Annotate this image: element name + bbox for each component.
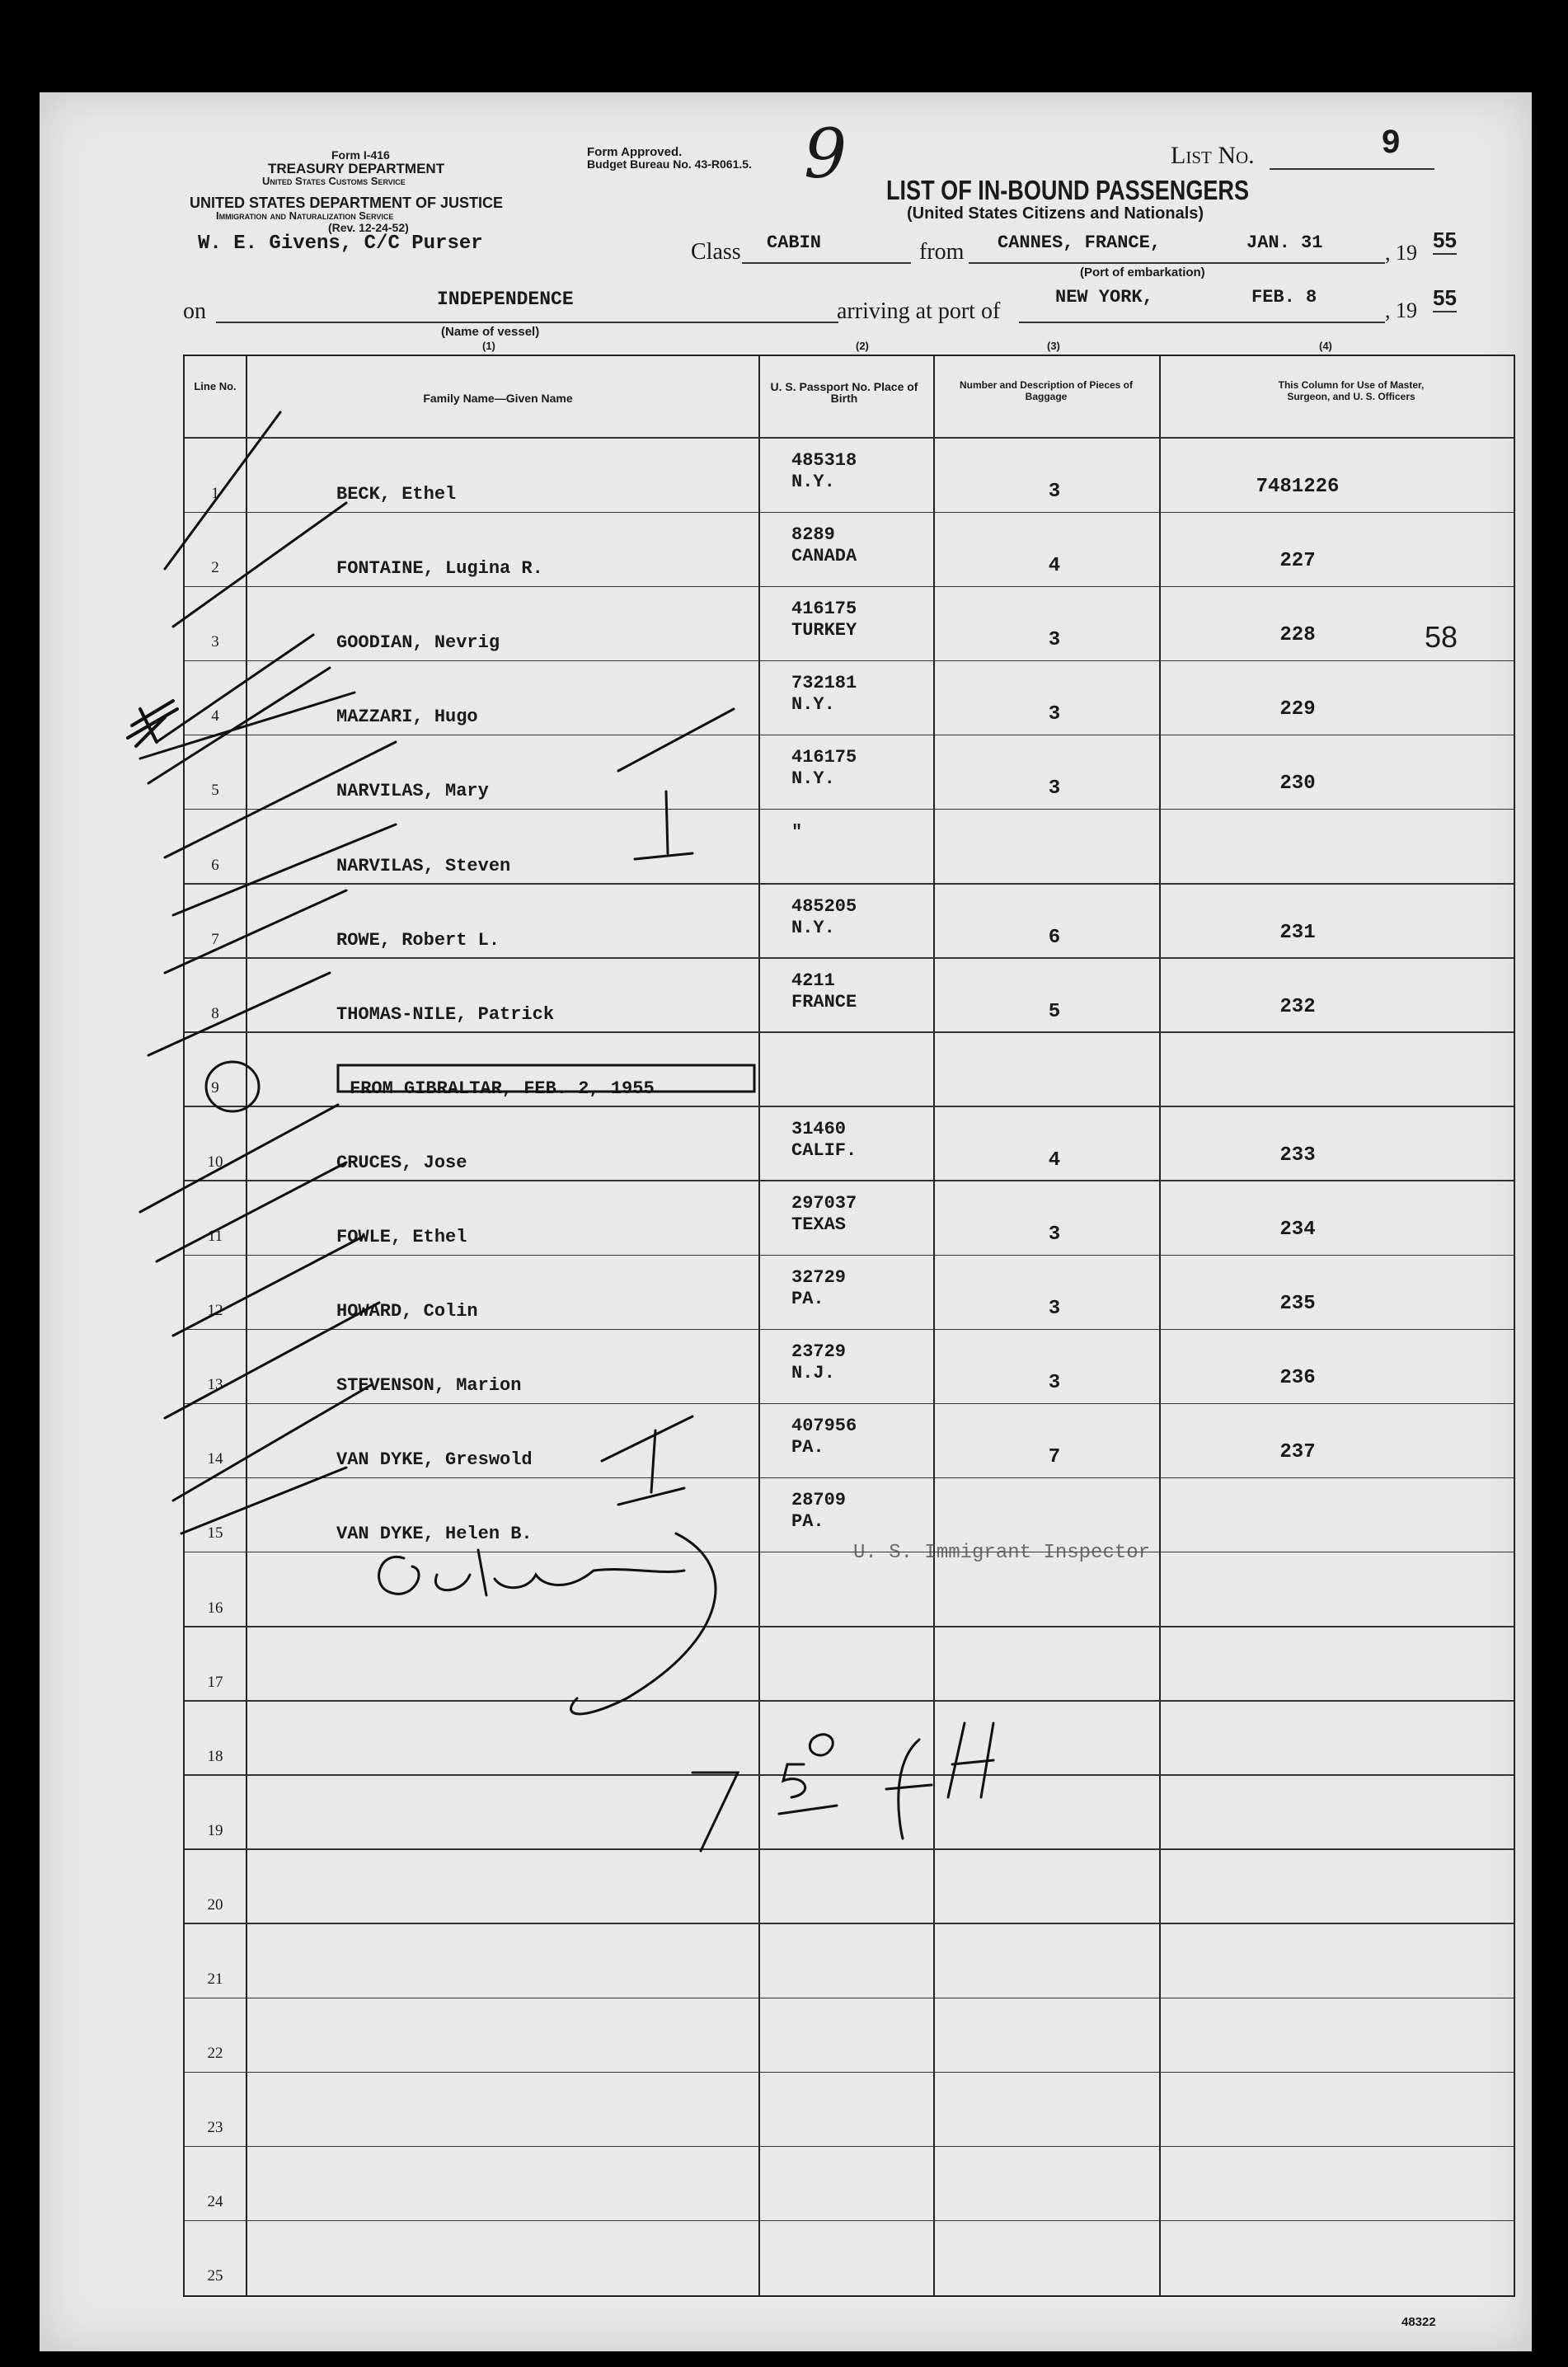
check-stroke <box>165 412 280 569</box>
line-number: 9 <box>211 1078 219 1097</box>
place-of-birth: CALIF. <box>791 1139 857 1161</box>
port-embark-caption: (Port of embarkation) <box>1080 265 1205 279</box>
officer-number: 227 <box>1279 550 1316 573</box>
baggage-count: 4 <box>1048 1148 1061 1172</box>
on-label: on <box>183 298 206 324</box>
gibraltar-note: FROM GIBRALTAR, FEB. 2, 1955 <box>350 1078 655 1099</box>
line-number: 17 <box>207 1673 223 1691</box>
col-header-name: Family Name—Given Name <box>423 392 573 405</box>
passenger-name: NARVILAS, Mary <box>336 781 489 802</box>
col-4-number: (4) <box>1319 340 1332 352</box>
revision: (Rev. 12-24-52) <box>328 221 409 234</box>
arriving-label: arriving at port of <box>837 298 1001 324</box>
passenger-name: FONTAINE, Lugina R. <box>336 558 543 580</box>
passenger-name: BECK, Ethel <box>336 484 457 505</box>
col-header-officers: This Column for Use of Master, Surgeon, and U. S. Officers <box>1278 379 1425 402</box>
passport-number: 32729 <box>791 1267 847 1289</box>
justice-dept: UNITED STATES DEPARTMENT OF JUSTICE <box>190 195 504 211</box>
passenger-name: VAN DYKE, Greswold <box>336 1449 533 1471</box>
officer-number: 228 <box>1279 624 1316 647</box>
baggage-count: 3 <box>1048 1372 1061 1395</box>
passport-number: 8289 <box>791 524 835 546</box>
passenger-name: STEVENSON, Marion <box>336 1375 522 1397</box>
baggage-count: 3 <box>1048 1223 1061 1246</box>
col-1-number: (1) <box>482 340 495 352</box>
year-1: 55 <box>1433 228 1457 255</box>
budget-bureau: Budget Bureau No. 43-R061.5. <box>587 157 752 171</box>
baggage-count: 3 <box>1048 481 1061 503</box>
line-number: 10 <box>207 1153 223 1171</box>
baggage-count: 3 <box>1048 1298 1061 1321</box>
passport-number: 416175 <box>791 747 857 768</box>
place-of-birth: CANADA <box>791 546 857 567</box>
place-of-birth: TEXAS <box>791 1214 847 1235</box>
line-number: 3 <box>211 633 219 651</box>
officer-number: 7481226 <box>1256 476 1340 498</box>
officer-number: 230 <box>1279 773 1316 796</box>
year-prefix-2: , 19 <box>1385 298 1417 322</box>
line-number: 21 <box>207 1970 223 1988</box>
year-2: 55 <box>1433 285 1457 312</box>
list-subtitle: (United States Citizens and Nationals) <box>907 204 1204 223</box>
passport-number: 407956 <box>791 1416 857 1437</box>
footer-number: 48322 <box>1401 2315 1436 2329</box>
officer-number: 237 <box>1279 1441 1316 1464</box>
arrival-port: NEW YORK, <box>1055 287 1153 308</box>
baggage-count: 3 <box>1048 703 1061 726</box>
col-2-number: (2) <box>856 340 869 352</box>
passenger-name: VAN DYKE, Helen B. <box>336 1524 533 1545</box>
line-number: 18 <box>207 1747 223 1765</box>
line-number: 22 <box>207 2045 223 2063</box>
line-number: 12 <box>207 1302 223 1320</box>
line-number: 11 <box>207 1228 223 1245</box>
passport-number: " <box>791 821 803 843</box>
officer-number: 231 <box>1279 921 1316 944</box>
col-header-passport: U. S. Passport No. Place of Birth <box>770 380 918 405</box>
baggage-count: 6 <box>1048 926 1061 949</box>
list-no-label: List No. <box>1171 142 1255 169</box>
class-value: CABIN <box>767 232 822 253</box>
passport-number: 23729 <box>791 1341 847 1363</box>
arrival-date: FEB. 8 <box>1251 287 1317 308</box>
passenger-name: GOODIAN, Nevrig <box>336 632 500 654</box>
officer-number: 235 <box>1279 1293 1316 1316</box>
place-of-birth: PA. <box>791 1511 824 1533</box>
passenger-name: HOWARD, Colin <box>336 1301 478 1322</box>
port-embarkation: CANNES, FRANCE, <box>998 232 1162 253</box>
officer-number: 229 <box>1279 698 1316 721</box>
embarkation-date: JAN. 31 <box>1246 232 1323 253</box>
place-of-birth: N.Y. <box>791 694 835 716</box>
passport-number: 297037 <box>791 1193 857 1214</box>
inspector-stamp: U. S. Immigrant Inspector <box>853 1542 1151 1564</box>
officer-number: 236 <box>1279 1367 1316 1390</box>
list-number: 9 <box>1382 124 1401 160</box>
line-number: 14 <box>207 1450 223 1468</box>
line-number: 7 <box>211 930 219 948</box>
place-of-birth: TURKEY <box>791 620 857 641</box>
line-number: 25 <box>207 2267 223 2285</box>
place-of-birth: N.Y. <box>791 768 835 790</box>
line-number: 13 <box>207 1376 223 1394</box>
place-of-birth: FRANCE <box>791 991 857 1012</box>
baggage-count: 5 <box>1048 1000 1061 1023</box>
handwritten-list-number: 9 <box>804 115 847 194</box>
officer-number: 233 <box>1279 1144 1316 1167</box>
class-label: Class <box>691 239 741 265</box>
baggage-count: 7 <box>1048 1446 1061 1469</box>
officer-number: 232 <box>1279 995 1316 1018</box>
place-of-birth: N.Y. <box>791 472 835 492</box>
officer-number: 234 <box>1279 1219 1316 1241</box>
line-number: 16 <box>207 1599 223 1617</box>
list-title: LIST OF IN-BOUND PASSENGERS <box>886 175 1250 205</box>
col-3-number: (3) <box>1047 340 1060 352</box>
line-number: 23 <box>207 2119 223 2137</box>
purser: W. E. Givens, C/C Purser <box>198 232 483 255</box>
passport-number: 485205 <box>791 895 857 917</box>
form-number: Form I-416 <box>331 148 390 162</box>
col-header-baggage: Number and Description of Pieces of Baggage <box>959 379 1134 402</box>
passenger-name: ROWE, Robert L. <box>336 929 500 951</box>
line-number: 5 <box>211 782 219 800</box>
line-number: 20 <box>207 1895 223 1914</box>
col-header-line: Line No. <box>194 380 237 392</box>
treasury-dept: TREASURY DEPARTMENT <box>268 161 445 176</box>
from-label: from <box>919 239 965 265</box>
place-of-birth: PA. <box>791 1289 824 1310</box>
line-number: 1 <box>211 485 219 502</box>
passport-number: 4211 <box>791 970 835 991</box>
vessel-caption: (Name of vessel) <box>441 325 540 339</box>
line-number: 15 <box>207 1524 223 1543</box>
passport-number: 31460 <box>791 1118 847 1139</box>
passenger-name: CRUCES, Jose <box>336 1152 467 1173</box>
passenger-name: THOMAS-NILE, Patrick <box>336 1003 555 1025</box>
place-of-birth: N.Y. <box>791 917 835 938</box>
passport-number: 416175 <box>791 599 857 620</box>
passport-number: 485318 <box>791 450 857 471</box>
line-number: 24 <box>207 2193 223 2211</box>
form-approved: Form Approved. <box>587 145 683 159</box>
baggage-count: 3 <box>1048 629 1061 652</box>
year-prefix-1: , 19 <box>1385 241 1417 265</box>
line-number: 2 <box>211 559 219 577</box>
line-number: 19 <box>207 1821 223 1839</box>
place-of-birth: N.J. <box>791 1363 835 1384</box>
place-of-birth: PA. <box>791 1437 824 1458</box>
line-number: 8 <box>211 1004 219 1022</box>
passenger-name: MAZZARI, Hugo <box>336 707 478 728</box>
vessel-name: INDEPENDENCE <box>437 289 574 310</box>
line-number: 4 <box>211 707 219 726</box>
passenger-name: NARVILAS, Steven <box>336 855 511 876</box>
customs-service: United States Customs Service <box>262 175 406 187</box>
immigration-service: Immigration and Naturalization Service <box>216 209 394 222</box>
line-number: 6 <box>211 856 219 874</box>
passport-number: 28709 <box>791 1490 847 1511</box>
baggage-count: 3 <box>1048 777 1061 801</box>
margin-note: 58 <box>1425 620 1458 654</box>
passenger-name: FOWLE, Ethel <box>336 1227 467 1247</box>
baggage-count: 4 <box>1048 555 1061 578</box>
passport-number: 732181 <box>791 673 857 694</box>
